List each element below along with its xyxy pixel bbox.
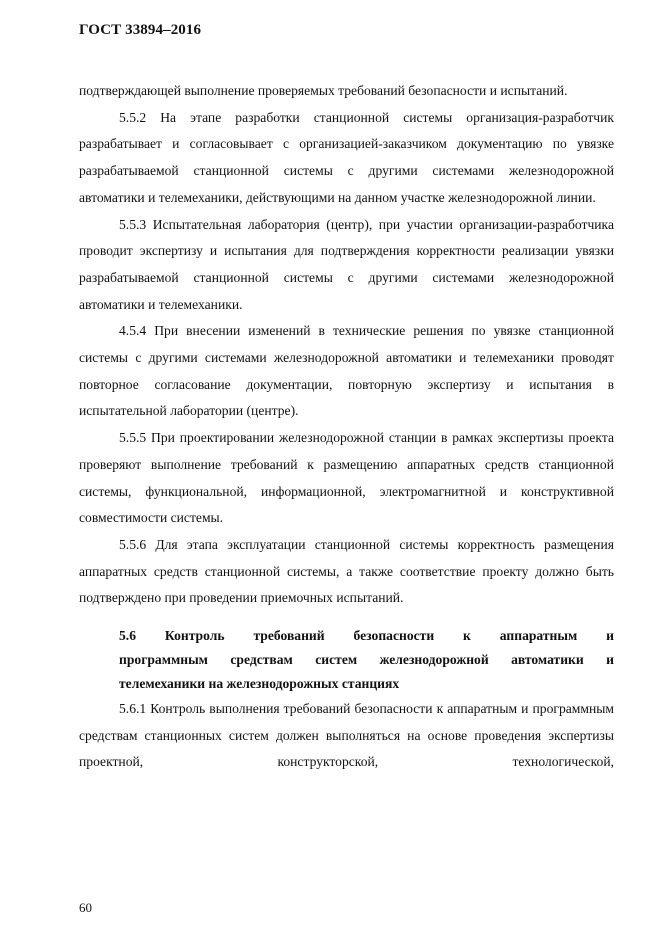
section-heading-line: программным средствам систем железнодорожной автоматики и: [119, 652, 614, 668]
section-heading-line: телемеханики на железнодорожных станциях: [119, 676, 400, 692]
section-heading-5-6: [79, 624, 614, 696]
paragraph-continuation: подтверждающей выполнение проверяемых требований безопасности и испытаний.: [79, 83, 568, 98]
paragraph-5-5-5: 5.5.5 При проектировании железнодорожной станции в рамках экспертизы проекта проверяют выполнение требований к размещению аппаратных средств станционной системы, функциональной, информационной, электромагнитной и конструктивной совместимости системы.: [79, 430, 614, 526]
page-number: 60: [79, 900, 92, 915]
paragraph-5-5-2: 5.5.2 На этапе разработки станционной системы организация-разработчик разрабатывает и согласовывает с организацией-заказчиком документацию по увязке разрабатываемой станционной системы с другими системами железнодорожной автоматики и телемеханики, действующими на данном участке железнодорожной линии.: [79, 109, 614, 205]
page-body: [79, 78, 614, 776]
paragraph-5-5-3: 5.5.3 Испытательная лаборатория (центр), при участии организации-разработчика проводит экспертизу и испытания для подтверждения корректности реализации увязки разрабатываемой станционной системы с другими системами железнодорожной автоматики и телемеханики.: [79, 216, 614, 312]
section-heading-line: 5.6 Контроль требований безопасности к аппаратным и: [119, 628, 614, 644]
document-id: ГОСТ 33894–2016: [79, 22, 202, 38]
document-header: [79, 22, 201, 39]
paragraph-5-6-1: 5.6.1 Контроль выполнения требований безопасности к аппаратным и программным средствам станционных систем должен выполняться на основе проведения экспертизы проектной, конструкторской, технологической,: [79, 701, 614, 770]
paragraph-4-5-4: 4.5.4 При внесении изменений в технические решения по увязке станционной системы с другими системами железнодорожной автоматики и телемеханики проводят повторное согласование документации, повторную экспертизу и испытания в испытательной лаборатории (центре).: [79, 323, 614, 419]
paragraph-5-5-6: 5.5.6 Для этапа эксплуатации станционной системы корректность размещения аппаратных средств станционной системы, а также соответствие проекту должно быть подтверждено при проведении приемочных испытаний.: [79, 536, 614, 606]
